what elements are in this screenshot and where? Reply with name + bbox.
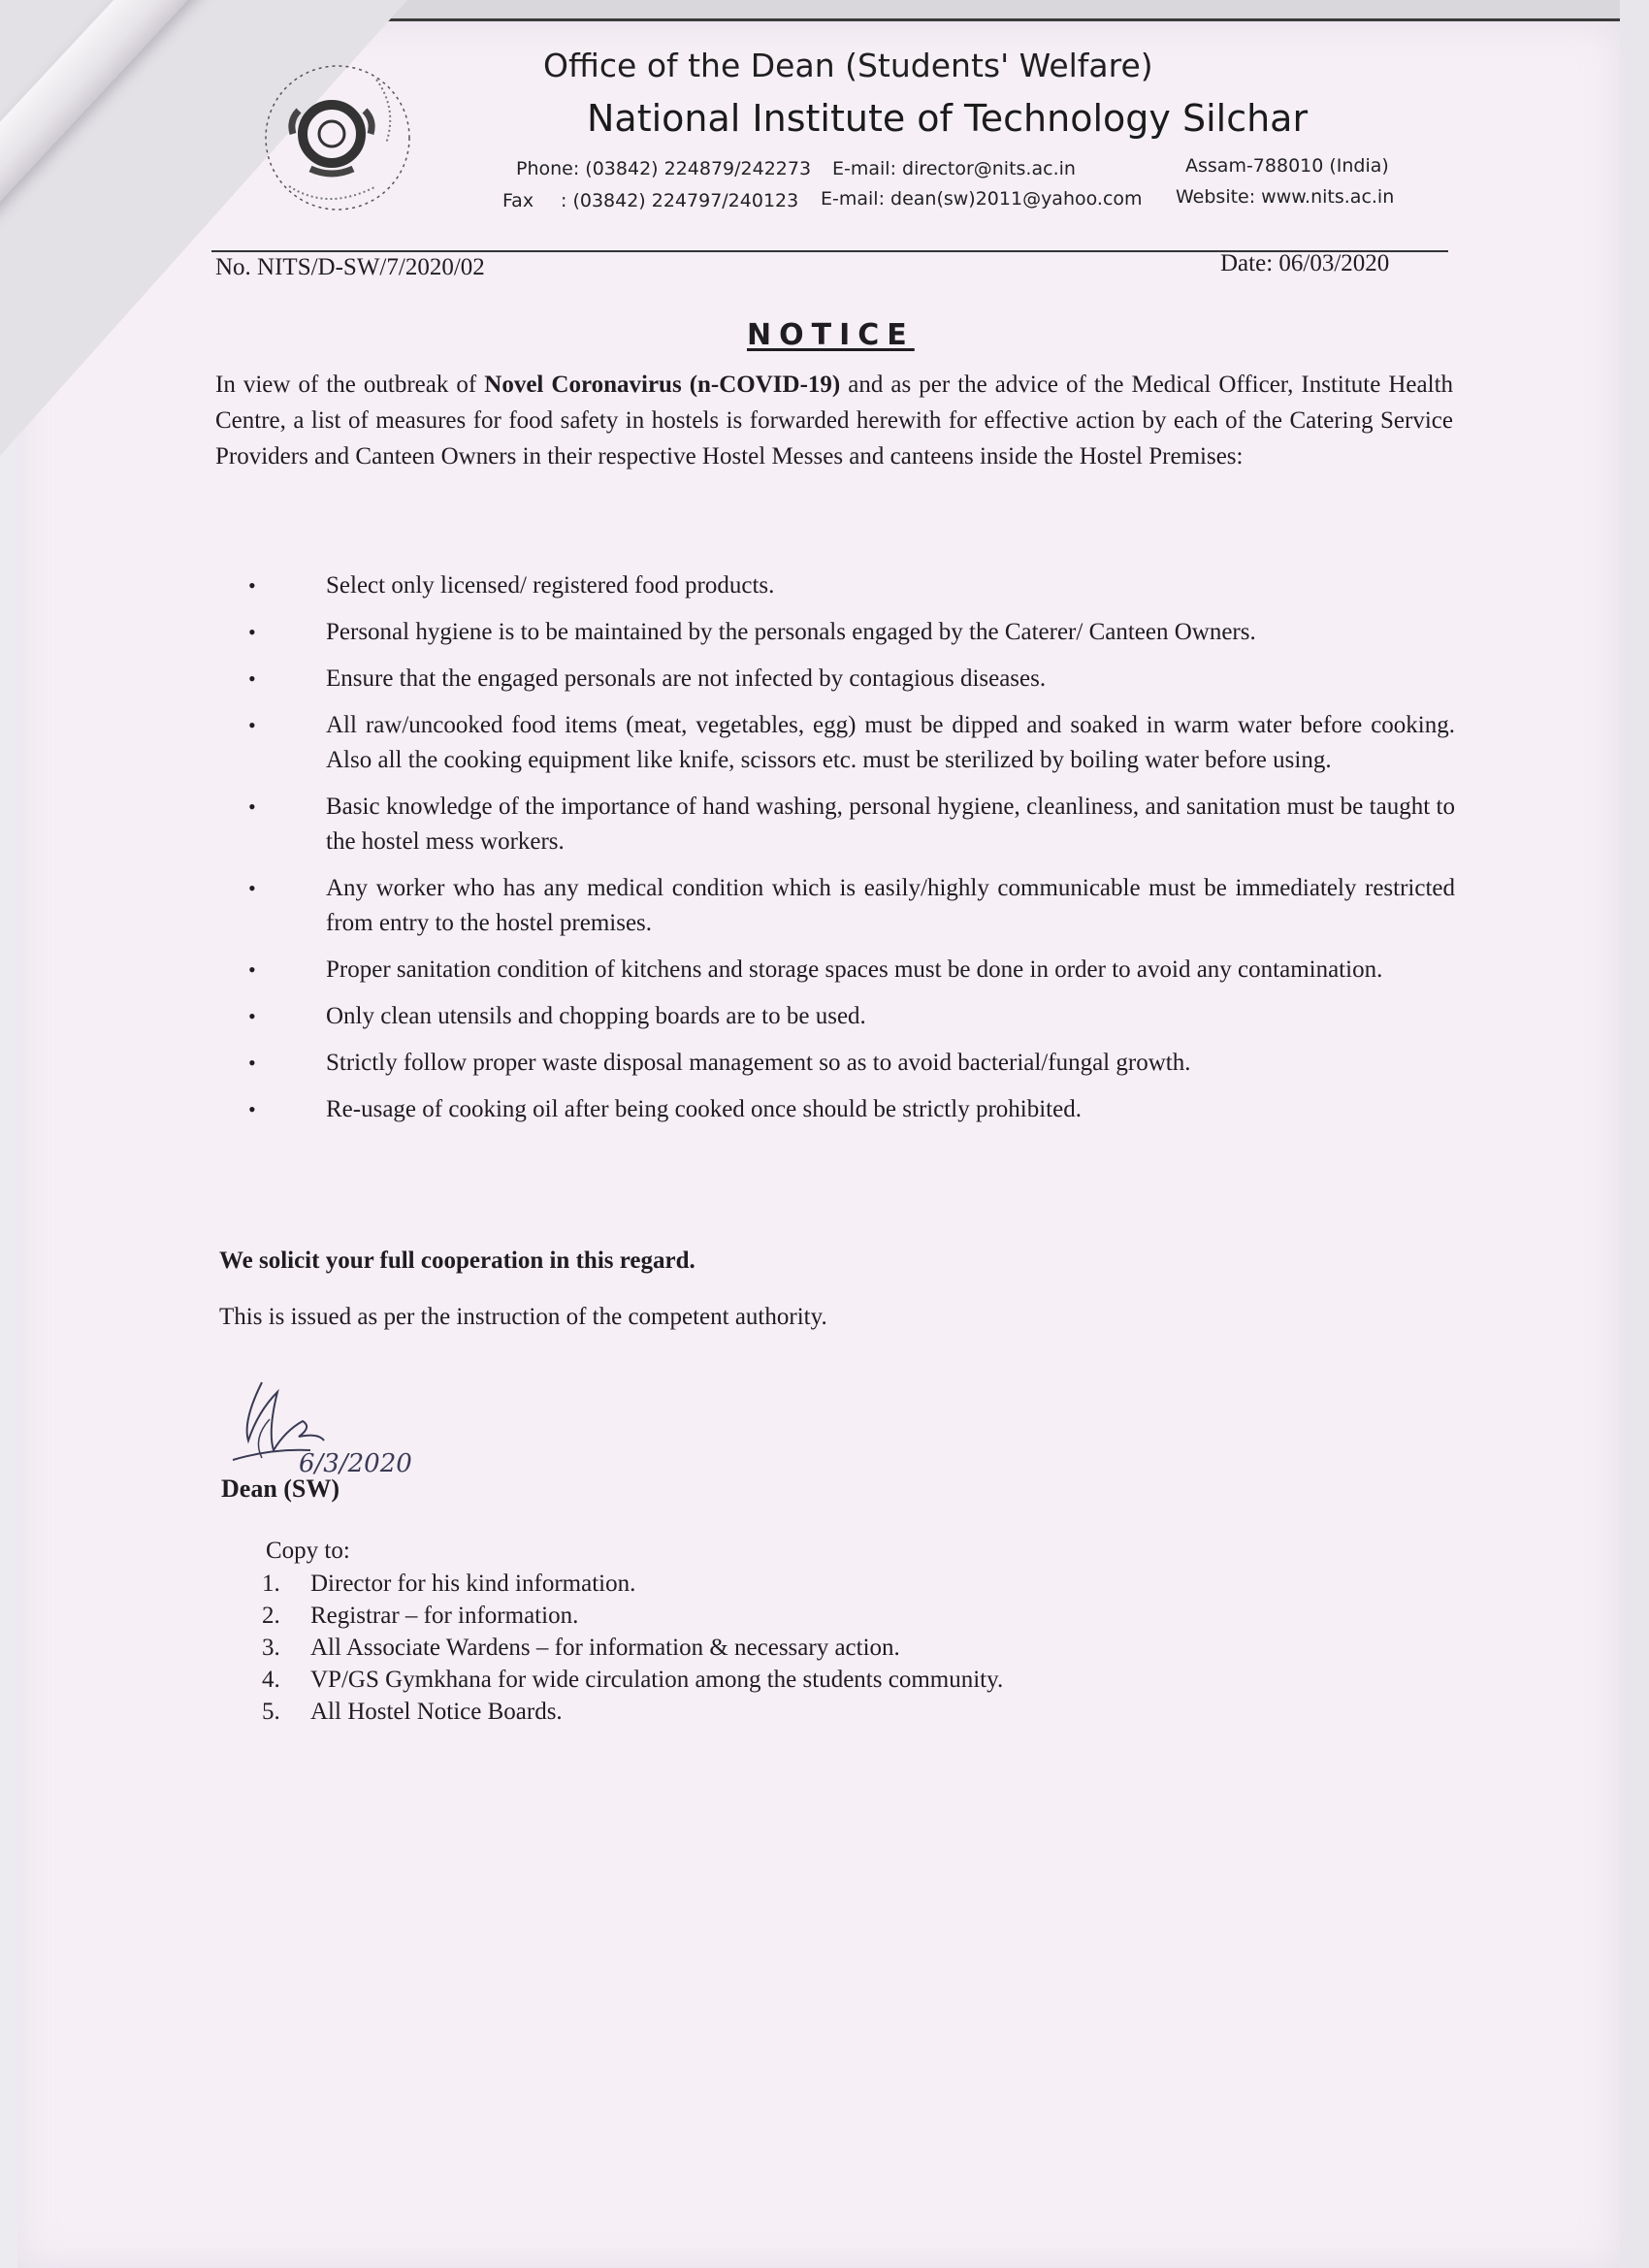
copy-to-item: 2. Registrar – for information. bbox=[262, 1603, 579, 1629]
scan-right-edge bbox=[1620, 0, 1649, 2268]
measure-item: • Strictly follow proper waste disposal management so as to avoid bacterial/fungal growth. bbox=[242, 1046, 1455, 1081]
intro-text-2: and as per the advice of the Medical Officer, Institute Health Centre, a list of measures for food safety in hostels is forwarded herewith for effective action by each of the Catering Service Providers and Canteen Owners in their respective Hostel Messes and canteens inside the Hostel Premises: bbox=[215, 372, 1454, 470]
fax-label: Fax bbox=[502, 190, 534, 211]
copy-to-item: 3. All Associate Wardens – for information & necessary action. bbox=[262, 1635, 900, 1661]
measure-item: • Basic knowledge of the importance of hand washing, personal hygiene, cleanliness, and sanitation must be taught to the hostel mess workers. bbox=[242, 790, 1455, 859]
notice-title: NOTICE bbox=[747, 318, 915, 352]
cooperation-line: We solicit your full cooperation in this regard. bbox=[219, 1247, 695, 1274]
handwritten-signature bbox=[223, 1363, 417, 1489]
intro-bold: Novel Coronavirus (n-COVID-19) bbox=[484, 372, 841, 398]
measure-item: • Re-usage of cooking oil after being cooked once should be strictly prohibited. bbox=[242, 1092, 1455, 1127]
fax-line: : (03842) 224797/240123 bbox=[561, 190, 799, 211]
copy-to-heading: Copy to: bbox=[266, 1538, 350, 1564]
measure-item: • Only clean utensils and chopping boards are to be used. bbox=[242, 999, 1455, 1034]
measure-item: • Personal hygiene is to be maintained by the personals engaged by the Caterer/ Canteen Owners. bbox=[242, 615, 1455, 650]
institute-name: National Institute of Technology Silchar bbox=[587, 97, 1309, 140]
institute-logo bbox=[260, 60, 415, 215]
intro-paragraph bbox=[215, 367, 1453, 474]
copy-to-item: 1. Director for his kind information. bbox=[262, 1571, 636, 1597]
copy-to-item: 4. VP/GS Gymkhana for wide circulation among the students community. bbox=[262, 1667, 1004, 1693]
dean-email: E-mail: dean(sw)2011@yahoo.com bbox=[821, 188, 1143, 210]
intro-text-1: In view of the outbreak of bbox=[215, 372, 485, 398]
notice-date: Date: 06/03/2020 bbox=[1220, 250, 1390, 276]
issued-line: This is issued as per the instruction of the competent authority. bbox=[219, 1304, 827, 1330]
measures-list bbox=[242, 568, 1455, 1139]
reference-number: No. NITS/D-SW/7/2020/02 bbox=[215, 254, 485, 280]
office-title: Office of the Dean (Students' Welfare) bbox=[543, 47, 1153, 84]
address-line: Assam-788010 (India) bbox=[1185, 155, 1389, 177]
phone-line: Phone: (03842) 224879/242273 bbox=[516, 158, 812, 179]
measure-item: • Select only licensed/ registered food products. bbox=[242, 568, 1455, 603]
copy-to-item: 5. All Hostel Notice Boards. bbox=[262, 1699, 563, 1725]
director-email: E-mail: director@nits.ac.in bbox=[832, 158, 1076, 179]
signature-date: 6/3/2020 bbox=[299, 1449, 412, 1478]
copy-to-list bbox=[262, 1568, 1003, 1728]
website-line: Website: www.nits.ac.in bbox=[1176, 186, 1395, 208]
measure-item: • Ensure that the engaged personals are not infected by contagious diseases. bbox=[242, 662, 1455, 697]
measure-item: • All raw/uncooked food items (meat, vegetables, egg) must be dipped and soaked in warm water before cooking. Also all the cooking equipment like knife, scissors etc. must be sterilized by boiling water before using. bbox=[242, 708, 1455, 778]
signatory-name: Dean (SW) bbox=[221, 1474, 340, 1503]
measure-item: • Proper sanitation condition of kitchens and storage spaces must be done in order to avoid any contamination. bbox=[242, 953, 1455, 988]
measure-item: • Any worker who has any medical condition which is easily/highly communicable must be immediately restricted from entry to the hostel premises. bbox=[242, 871, 1455, 941]
